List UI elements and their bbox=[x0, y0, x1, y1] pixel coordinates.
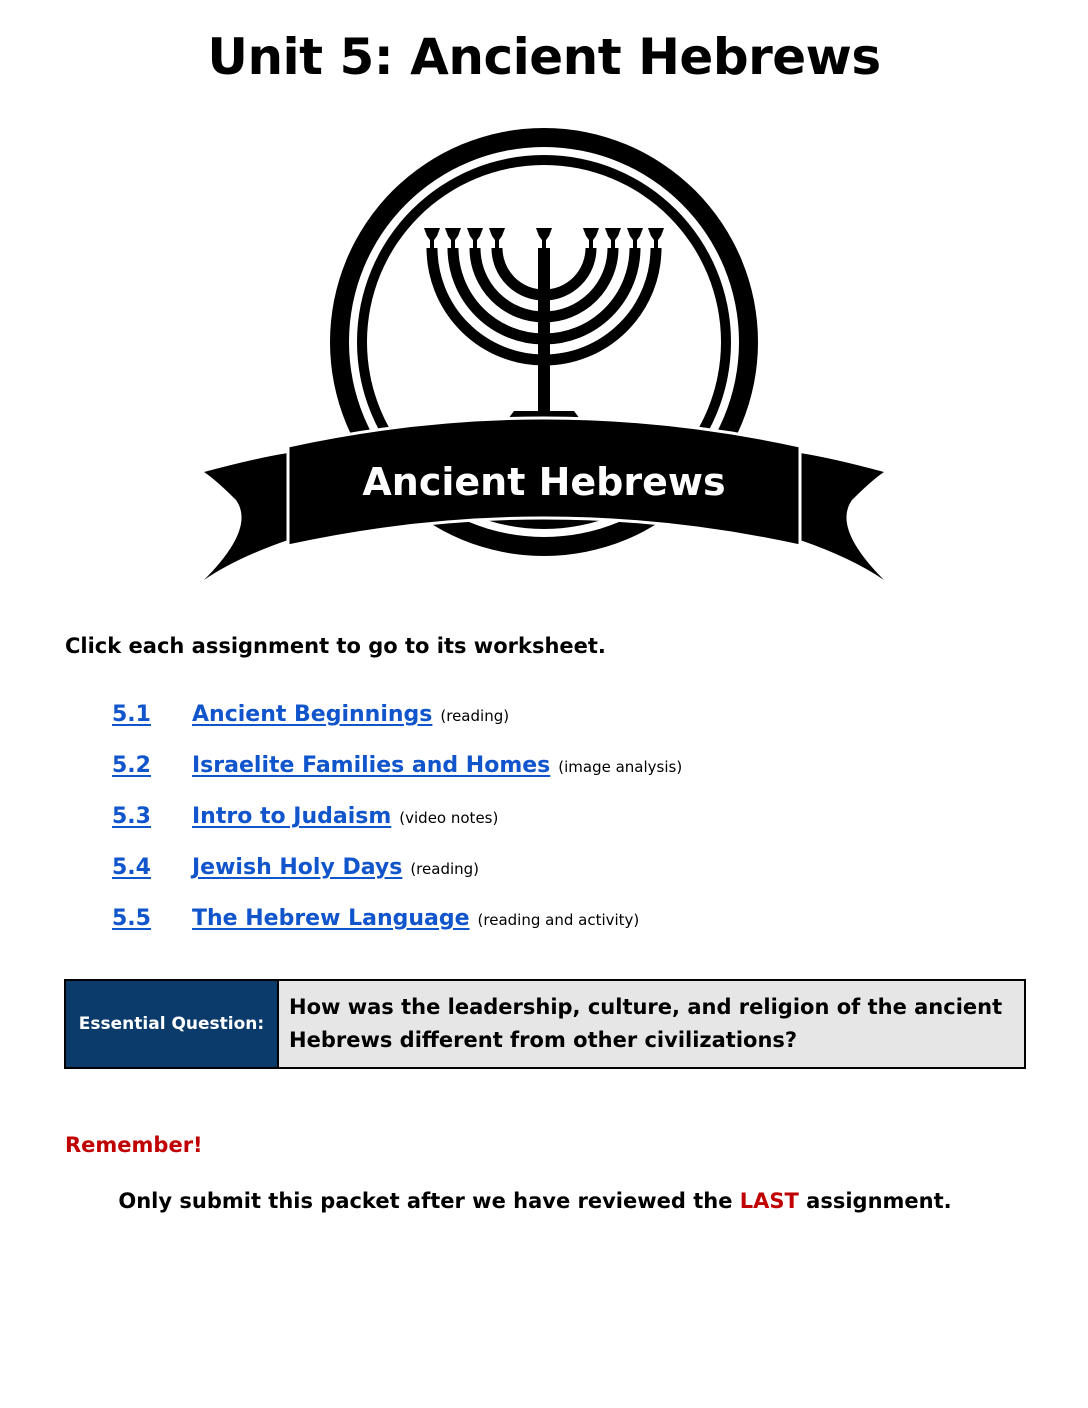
assignment-link-5-5[interactable] bbox=[112, 906, 470, 931]
list-item bbox=[112, 753, 682, 804]
assignment-link-5-4[interactable] bbox=[112, 855, 402, 880]
assignment-title: Intro to Judaism bbox=[192, 804, 392, 829]
assignment-number: 5.3 bbox=[112, 804, 151, 829]
assignment-title: Israelite Families and Homes bbox=[192, 753, 551, 778]
list-item bbox=[112, 906, 682, 957]
assignment-title: Ancient Beginnings bbox=[192, 702, 433, 727]
assignment-link-5-3[interactable] bbox=[112, 804, 391, 829]
assignment-type: (image analysis) bbox=[558, 758, 683, 776]
list-item bbox=[112, 804, 682, 855]
submit-note bbox=[0, 1189, 1070, 1213]
essential-question-table bbox=[64, 979, 1026, 1069]
remember-heading: Remember! bbox=[65, 1133, 203, 1157]
assignment-link-5-2[interactable] bbox=[112, 753, 550, 778]
list-item bbox=[112, 855, 682, 906]
page-title: Unit 5: Ancient Hebrews bbox=[207, 28, 881, 86]
assignment-type: (reading and activity) bbox=[477, 911, 640, 929]
instructions: Click each assignment to go to its worksheet. bbox=[65, 634, 606, 658]
assignment-list bbox=[112, 702, 682, 957]
essential-question-label: Essential Question: bbox=[66, 981, 279, 1067]
assignment-type: (reading) bbox=[410, 860, 480, 878]
emblem-banner-text: Ancient Hebrews bbox=[362, 460, 726, 504]
list-item bbox=[112, 702, 682, 753]
assignment-type: (reading) bbox=[440, 707, 510, 725]
assignment-title: Jewish Holy Days bbox=[192, 855, 403, 880]
assignment-link-5-1[interactable] bbox=[112, 702, 432, 727]
essential-question-text: How was the leadership, culture, and religion of the ancient Hebrews different from other civilizations? bbox=[279, 981, 1024, 1067]
assignment-number: 5.5 bbox=[112, 906, 151, 931]
assignment-type: (video notes) bbox=[399, 809, 499, 827]
ancient-hebrews-emblem bbox=[196, 128, 892, 588]
submit-note-before: Only submit this packet after we have reviewed the bbox=[118, 1189, 740, 1213]
assignment-number: 5.1 bbox=[112, 702, 151, 727]
assignment-number: 5.2 bbox=[112, 753, 151, 778]
submit-note-emphasis: LAST bbox=[739, 1189, 799, 1213]
assignment-number: 5.4 bbox=[112, 855, 151, 880]
submit-note-after: assignment. bbox=[798, 1189, 952, 1213]
assignment-title: The Hebrew Language bbox=[192, 906, 470, 931]
